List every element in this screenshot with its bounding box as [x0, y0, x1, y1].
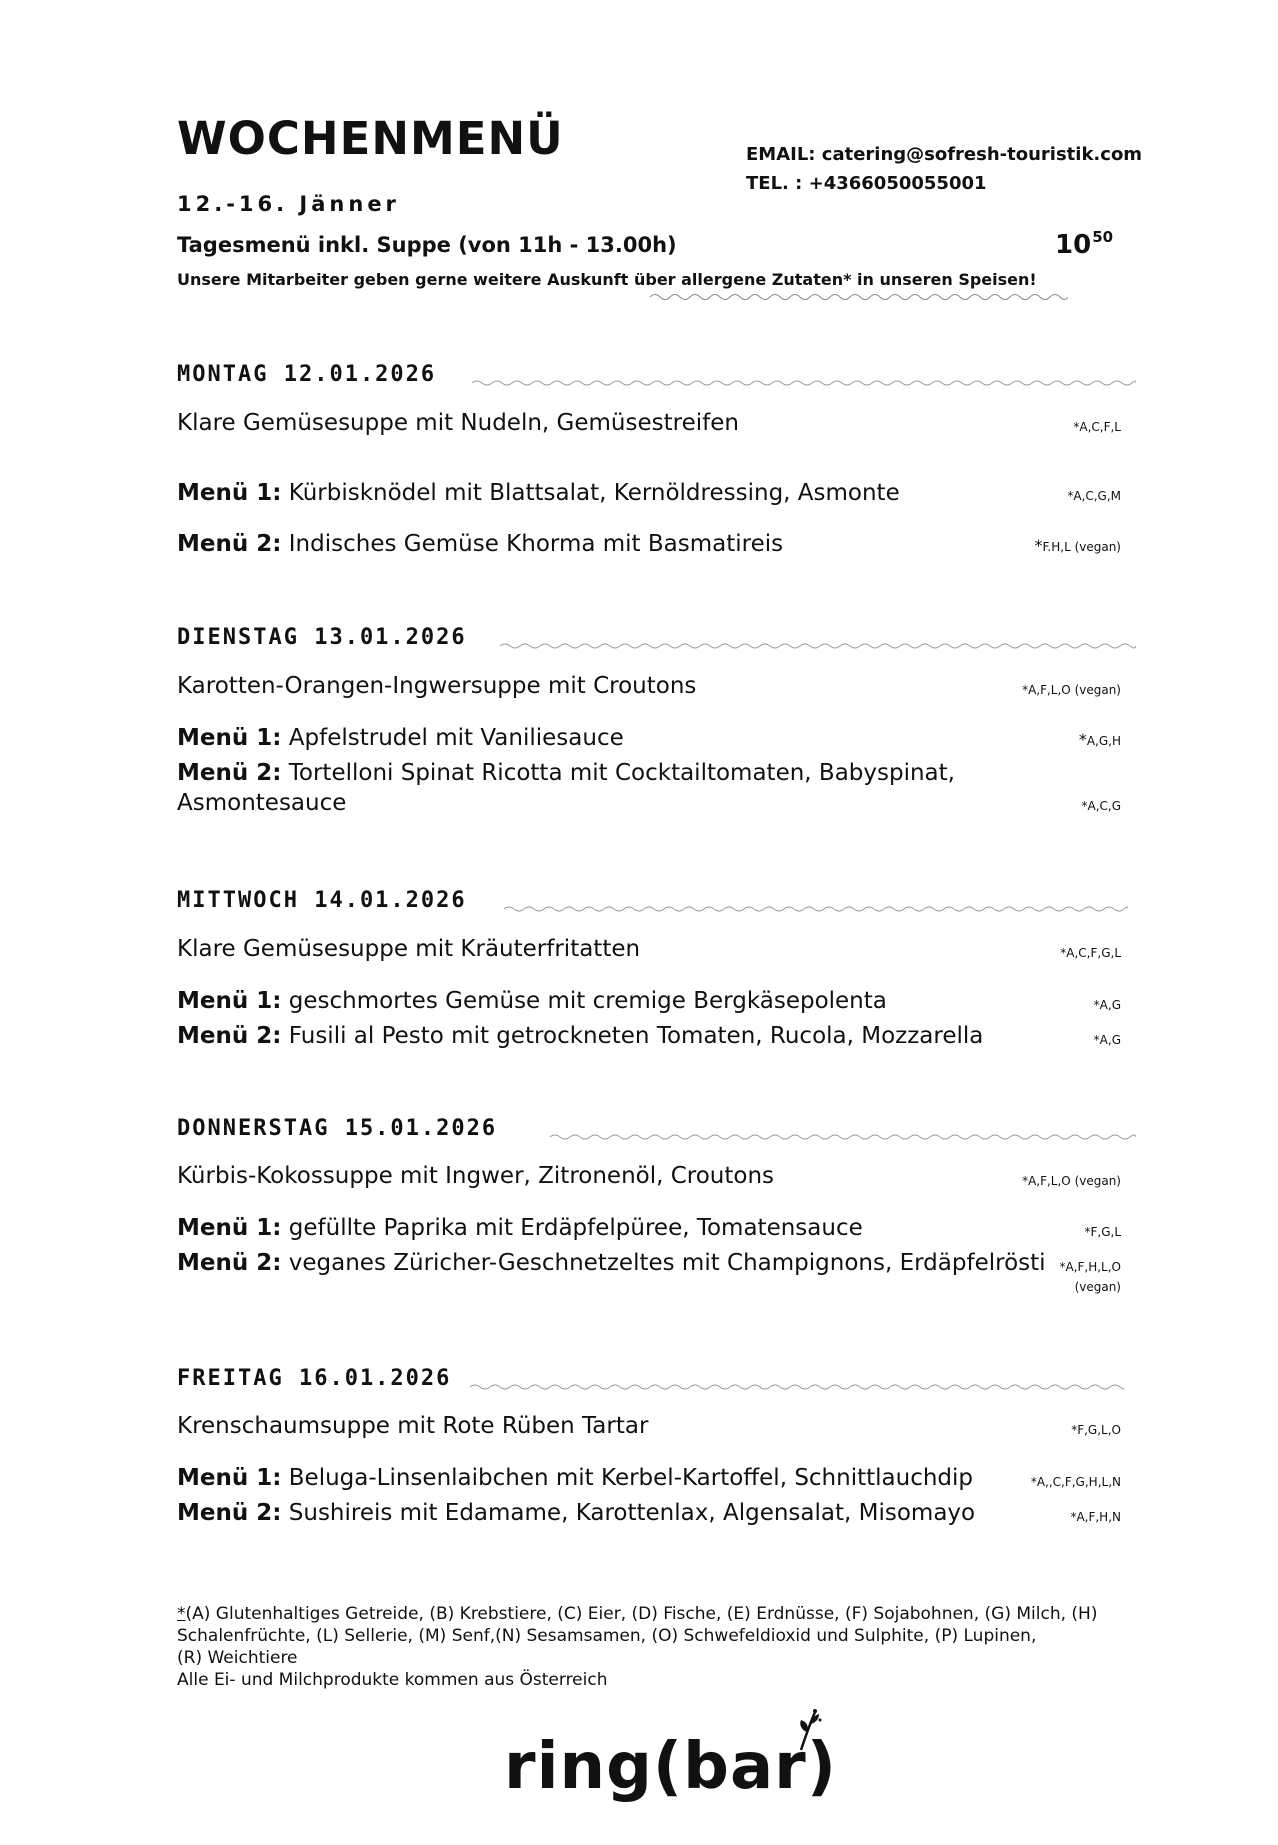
day-heading-montag: MONTAG 12.01.2026 — [177, 362, 437, 387]
wave-divider — [550, 1132, 1136, 1142]
allergens-menu2-montag — [1034, 536, 1121, 555]
legend-line-1 — [177, 1603, 1137, 1625]
wave-divider — [470, 1382, 1124, 1392]
allergen-list: A,G,H — [1086, 734, 1121, 748]
menu1-text: geschmortes Gemüse mit cremige Bergkäsepolenta — [288, 988, 887, 1014]
menu1-montag — [177, 480, 900, 506]
allergen-star: * — [1078, 730, 1087, 749]
menu2-dienstag — [177, 760, 955, 786]
soup-mittwoch: Klare Gemüsesuppe mit Kräuterfritatten — [177, 936, 641, 962]
allergens-soup-freitag: *F,G,L,O — [1071, 1423, 1121, 1437]
ringbar-logo: ring(bar) — [504, 1730, 837, 1804]
menu2-text-line1: Tortelloni Spinat Ricotta mit Cocktailtomaten, Babyspinat, — [288, 760, 955, 786]
menu1-label: Menü 1: — [177, 480, 282, 506]
day-heading-freitag: FREITAG 16.01.2026 — [177, 1366, 452, 1391]
sprig-icon — [793, 1708, 823, 1752]
menu1-dienstag — [177, 725, 624, 751]
contact-info — [746, 140, 1142, 198]
wave-divider — [500, 641, 1136, 651]
menu2-label: Menü 2: — [177, 1023, 282, 1049]
wave-divider — [504, 904, 1128, 914]
menu1-label: Menü 1: — [177, 1215, 282, 1241]
menu1-text: Beluga-Linsenlaibchen mit Kerbel-Kartoffel, Schnittlauchdip — [288, 1465, 974, 1491]
menu2-dienstag-line2: Asmontesauce — [177, 790, 347, 816]
menu1-label: Menü 1: — [177, 1465, 282, 1491]
menu2-mittwoch — [177, 1023, 983, 1049]
menu2-text: Sushireis mit Edamame, Karottenlax, Algensalat, Misomayo — [288, 1500, 976, 1526]
menu2-label: Menü 2: — [177, 531, 282, 557]
menu2-label: Menü 2: — [177, 760, 282, 786]
menu1-text: gefüllte Paprika mit Erdäpfelpüree, Tomatensauce — [288, 1215, 863, 1241]
menu2-text: Indisches Gemüse Khorma mit Basmatireis — [288, 531, 784, 557]
allergens-soup-donnerstag: *A,F,L,O (vegan) — [1022, 1174, 1121, 1188]
allergens-menu2-donnerstag-vegan: (vegan) — [1074, 1280, 1121, 1294]
legend-line-4: Alle Ei- und Milchprodukte kommen aus Österreich — [177, 1670, 608, 1690]
page-title: WOCHENMENÜ — [177, 112, 564, 165]
soup-dienstag: Karotten-Orangen-Ingwersuppe mit Croutons — [177, 673, 697, 699]
price-cents: 50 — [1092, 228, 1114, 246]
wave-divider — [472, 378, 1136, 388]
allergen-legend — [177, 1603, 1137, 1691]
legend-line-3: (R) Weichtiere — [177, 1648, 298, 1668]
allergens-menu2-freitag: *A,F,H,N — [1070, 1510, 1121, 1524]
allergens-menu1-donnerstag: *F,G,L — [1084, 1225, 1121, 1239]
allergen-note: Unsere Mitarbeiter geben gerne weitere Auskunft über allergene Zutaten* in unseren Speisen! — [177, 270, 1037, 289]
menu2-text: Fusili al Pesto mit getrockneten Tomaten, Rucola, Mozzarella — [288, 1023, 984, 1049]
allergens-menu1-dienstag — [1079, 730, 1121, 749]
allergens-menu2-donnerstag: *A,F,H,L,O — [1059, 1260, 1121, 1274]
phone-text: TEL. : +4366050055001 — [746, 173, 987, 194]
price-main: 10 — [1055, 230, 1092, 260]
menu2-label: Menü 2: — [177, 1250, 282, 1276]
allergen-list: F.H,L (vegan) — [1042, 540, 1121, 554]
day-heading-dienstag: DIENSTAG 13.01.2026 — [177, 625, 467, 650]
menu2-montag — [177, 531, 783, 557]
menu1-freitag — [177, 1465, 973, 1491]
legend-line-2: Schalenfrüchte, (L) Sellerie, (M) Senf,(N) Sesamsamen, (O) Schwefeldioxid und Sulphite, (P) Lupinen, — [177, 1626, 1037, 1646]
allergens-menu2-mittwoch: *A,G — [1093, 1033, 1121, 1047]
soup-montag: Klare Gemüsesuppe mit Nudeln, Gemüsestreifen — [177, 410, 739, 436]
tagesmenu-info: Tagesmenü inkl. Suppe (von 11h - 13.00h) — [177, 233, 677, 257]
allergen-star: * — [1034, 536, 1043, 555]
allergens-soup-montag: *A,C,F,L — [1073, 420, 1121, 434]
allergens-menu1-montag: *A,C,G,M — [1067, 489, 1121, 503]
allergens-menu1-freitag: *A,,C,F,G,H,L,N — [1030, 1475, 1121, 1489]
menu1-label: Menü 1: — [177, 725, 282, 751]
day-heading-donnerstag: DONNERSTAG 15.01.2026 — [177, 1116, 498, 1141]
menu1-text: Kürbisknödel mit Blattsalat, Kernöldressing, Asmonte — [288, 480, 900, 506]
soup-freitag: Krenschaumsuppe mit Rote Rüben Tartar — [177, 1413, 649, 1439]
menu1-donnerstag — [177, 1215, 863, 1241]
menu2-text: veganes Züricher-Geschnetzeltes mit Champignons, Erdäpfelrösti — [288, 1250, 1046, 1276]
allergens-menu2-dienstag: *A,C,G — [1081, 799, 1121, 813]
allergens-soup-mittwoch: *A,C,F,G,L — [1060, 946, 1121, 960]
allergens-soup-dienstag: *A,F,L,O (vegan) — [1022, 683, 1121, 697]
price — [1055, 228, 1113, 260]
email-text: EMAIL: catering@sofresh-touristik.com — [746, 144, 1143, 165]
menu1-mittwoch — [177, 988, 887, 1014]
menu2-label: Menü 2: — [177, 1500, 282, 1526]
menu1-label: Menü 1: — [177, 988, 282, 1014]
wave-divider — [650, 292, 1068, 302]
menu2-donnerstag — [177, 1250, 1046, 1276]
soup-donnerstag: Kürbis-Kokossuppe mit Ingwer, Zitronenöl, Croutons — [177, 1163, 775, 1189]
menu2-freitag — [177, 1500, 975, 1526]
allergens-menu1-mittwoch: *A,G — [1093, 998, 1121, 1012]
day-heading-mittwoch: MITTWOCH 14.01.2026 — [177, 888, 467, 913]
menu1-text: Apfelstrudel mit Vaniliesauce — [288, 725, 624, 751]
legend-star: * — [177, 1604, 186, 1624]
week-dates: 12.-16. Jänner — [177, 192, 400, 216]
legend-text-1: (A) Glutenhaltiges Getreide, (B) Krebstiere, (C) Eier, (D) Fische, (E) Erdnüsse, (F) Sojabohnen, (G) Milch, (H) — [185, 1604, 1098, 1624]
